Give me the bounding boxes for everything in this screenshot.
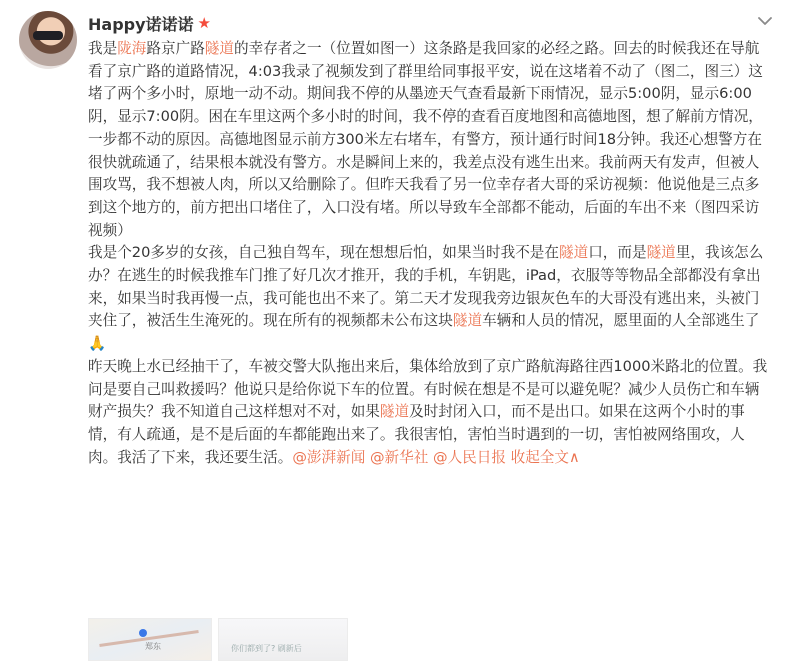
video-caption: 你们都到了? 刷新后: [231, 644, 302, 653]
text-segment: 路京广路: [146, 40, 205, 57]
collapse-link[interactable]: ∧: [569, 448, 580, 466]
paragraph-2: [88, 242, 772, 356]
keyword-highlight[interactable]: 隧道: [558, 244, 589, 262]
post-text: [88, 38, 772, 469]
image-thumbnail-video[interactable]: [218, 618, 348, 661]
map-pin-icon: [139, 629, 147, 637]
keyword-highlight[interactable]: 隧道: [379, 403, 410, 421]
text-segment: 车辆和人员的情况，愿里面的人全部逃生了🙏: [88, 312, 760, 353]
text-segment: 我是: [88, 40, 118, 57]
chevron-down-icon[interactable]: [756, 12, 774, 30]
image-thumbnail-map[interactable]: [88, 618, 212, 661]
collapse-link[interactable]: 收起全文: [510, 448, 569, 466]
star-icon: ★: [197, 14, 211, 32]
text-segment: 口，而是: [588, 244, 647, 262]
text-segment: 的幸存者之一（位置如图一）这条路是我回家的必经之路。回去的时候我还在导航看了京广路的道路情况，4:03我录了视频发到了群里给同事报平安，说在这堵着不动了（图二，图三）这堵了两个多小时，原地一动不动。期间我不停的从墨迹天气查看最新下雨情况，显示5:00阴，显示6:00阴，显示7:00阴。困在车里这两个多小时的时间，我不停的查看百度地图和高德地图，想了解前方情况，一步都不动的原因。高德地图显示前方300米左右堵车，有警方，预计通行时间18分钟。我还心想警方在很快就疏通了，结果根本就没有警方。水是瞬间上来的，我差点没有逃生出来。我前两天有发声，但被人围攻骂，我不想被人肉，所以又给删除了。但昨天我看了另一位幸存者大哥的采访视频：他说他是三点多到这个地方的，前方把出口堵住了，入口没有堵。所以导致车全部都不能动，后面的车出不来（图四采访视频）: [88, 40, 763, 239]
mention-link[interactable]: @新华社: [369, 448, 429, 466]
paragraph-3: [88, 356, 772, 470]
map-caption: 郑东: [145, 642, 161, 651]
mention-link[interactable]: @人民日报: [432, 448, 506, 466]
paragraph-1: [88, 38, 772, 242]
keyword-highlight[interactable]: 隧道: [646, 244, 676, 262]
avatar[interactable]: [19, 11, 77, 69]
text-segment: 及时封闭入口，而不是出口。如果在这两个小时的事情，有人疏通，是不是后面的车都能跑出来了。我很害怕，害怕当时遇到的一切，害怕被网络围攻，人肉。我活了下来，我还要生活。: [88, 403, 745, 466]
keyword-highlight[interactable]: 隧道: [204, 40, 234, 57]
keyword-highlight[interactable]: 陇海: [117, 40, 147, 57]
text-segment: 昨天晚上水已经抽干了，车被交警大队拖出来后，集体给放到了京广路航海路往西1000米路北的位置。我问是要自己叫救援吗？他说只是给你说下车的位置。有时候在想是不是可以避免呢？减少人员伤亡和车辆财产损失？我不知道自己这样想对不对，如果: [88, 357, 768, 421]
mention-link[interactable]: @澎湃新闻: [292, 448, 366, 466]
post-header: [88, 11, 211, 35]
text-segment: 我是个20多岁的女孩，自己独自驾车，现在想想后怕，如果当时我不是在: [88, 244, 559, 262]
text-segment: 里，我该怎么办？在逃生的时候我推车门推了好几次才推开，我的手机，车钥匙，iPad，衣服等等物品全部都没有拿出来，如果当时我再慢一点，我可能也出不来了。第二天才发现我旁边银灰色车的大哥没有逃出来，头被门夹住了，被活生生淹死的。现在所有的视频都未公布这块: [88, 244, 764, 330]
keyword-highlight[interactable]: 隧道: [452, 312, 483, 330]
username[interactable]: Happy诺诺诺: [88, 14, 194, 34]
